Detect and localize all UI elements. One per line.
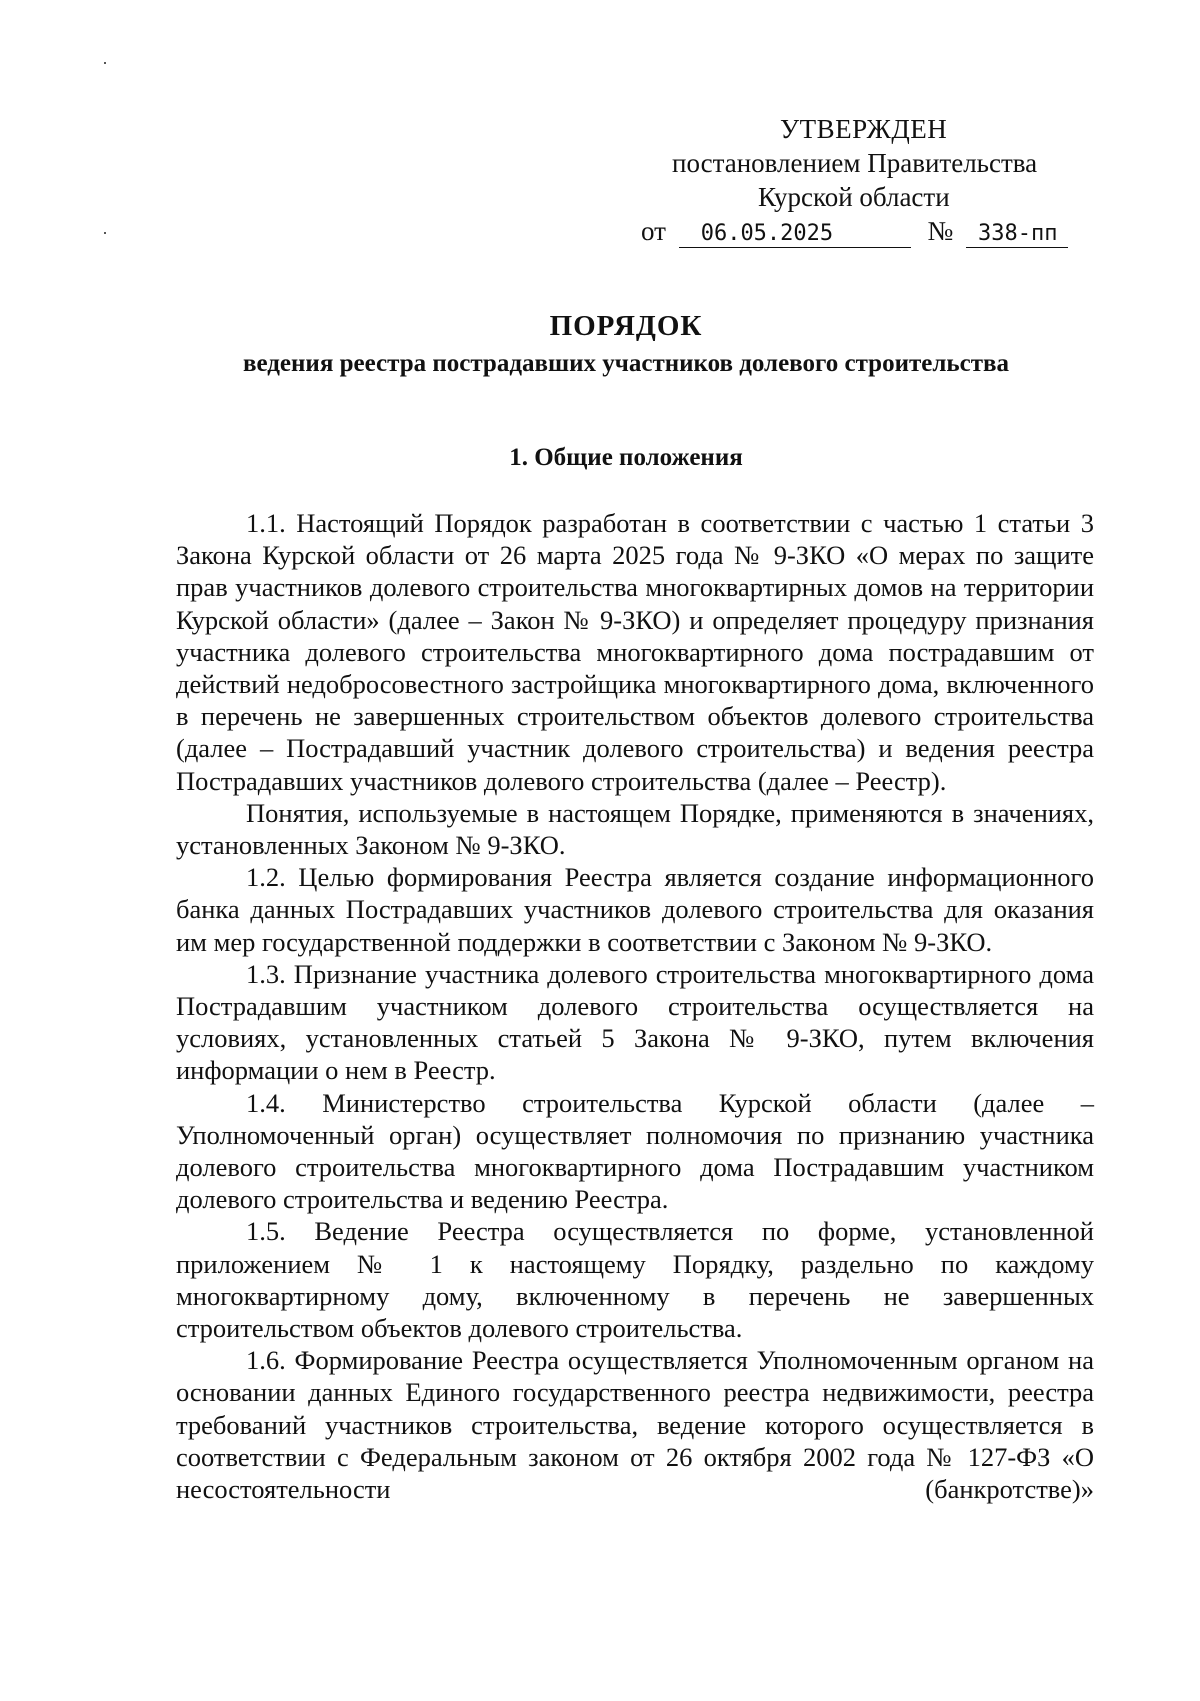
document-body	[176, 507, 1094, 1505]
approved-label: УТВЕРЖДЕН	[780, 114, 948, 144]
approved-region: Курской области	[758, 182, 950, 212]
paragraph-1-5: 1.5. Ведение Реестра осуществляется по форме, установленной приложением № 1 к настоящему Порядку, раздельно по каждому многоквартирному дому, включенному в перечень не завершенных строительством объектов долевого строительства.	[176, 1216, 1094, 1344]
approval-stamp-block	[620, 112, 1060, 248]
scan-speck	[104, 62, 106, 64]
document-title: ПОРЯДОК	[549, 310, 703, 342]
paragraph-concepts: Понятия, используемые в настоящем Порядке, применяются в значениях, установленных Законом № 9-ЗКО.	[176, 797, 1094, 861]
section-heading: 1. Общие положения	[509, 444, 743, 471]
scan-speck	[104, 232, 106, 234]
document-subtitle: ведения реестра пострадавших участников долевого строительства	[243, 350, 1009, 377]
paragraph-1-2: 1.2. Целью формирования Реестра является создание информационного банка данных Пострадавших участников долевого строительства для оказания им мер государственной поддержки в соответствии с Законом № 9-ЗКО.	[176, 862, 1094, 957]
resolution-date: 06.05.2025	[679, 221, 911, 248]
from-label: от	[641, 216, 666, 246]
paragraph-1-1: 1.1. Настоящий Порядок разработан в соответствии с частью 1 статьи 3 Закона Курской области от 26 марта 2025 года № 9-ЗКО «О мерах по защите прав участников долевого строительства многоквартирных домов на территории Курской области» (далее – Закон № 9-ЗКО) и определяет процедуру признания участника долевого строительства многоквартирного дома пострадавшим от действий недобросовестного застройщика многоквартирного дома, включенного в перечень не завершенных строительством объектов долевого строительства (далее – Пострадавший участник долевого строительства) и ведения реестра Пострадавших участников долевого строительства (далее – Реестр).	[176, 508, 1094, 796]
number-label: №	[927, 216, 954, 246]
paragraph-1-4: 1.4. Министерство строительства Курской области (далее – Уполномоченный орган) осуществляет полномочия по признанию участника долевого строительства многоквартирного дома Пострадавшим участником долевого строительства и ведению Реестра.	[176, 1087, 1094, 1215]
approval-date-number	[620, 214, 1060, 248]
paragraph-1-6: 1.6. Формирование Реестра осуществляется Уполномоченным органом на основании данных Единого государственного реестра недвижимости, реестра требований участников строительства, ведение которого осуществляется в соответствии с Федеральным законом от 26 октября 2002 года № 127-ФЗ «О несостоятельности (банкротстве)»	[176, 1345, 1094, 1505]
approved-by: постановлением Правительства	[672, 148, 1038, 178]
paragraph-1-3: 1.3. Признание участника долевого строительства многоквартирного дома Пострадавшим участником долевого строительства осуществляется на условиях, установленных статьей 5 Закона № 9-ЗКО, путем включения информации о нем в Реестр.	[176, 958, 1094, 1086]
resolution-number: 338-пп	[966, 221, 1068, 248]
